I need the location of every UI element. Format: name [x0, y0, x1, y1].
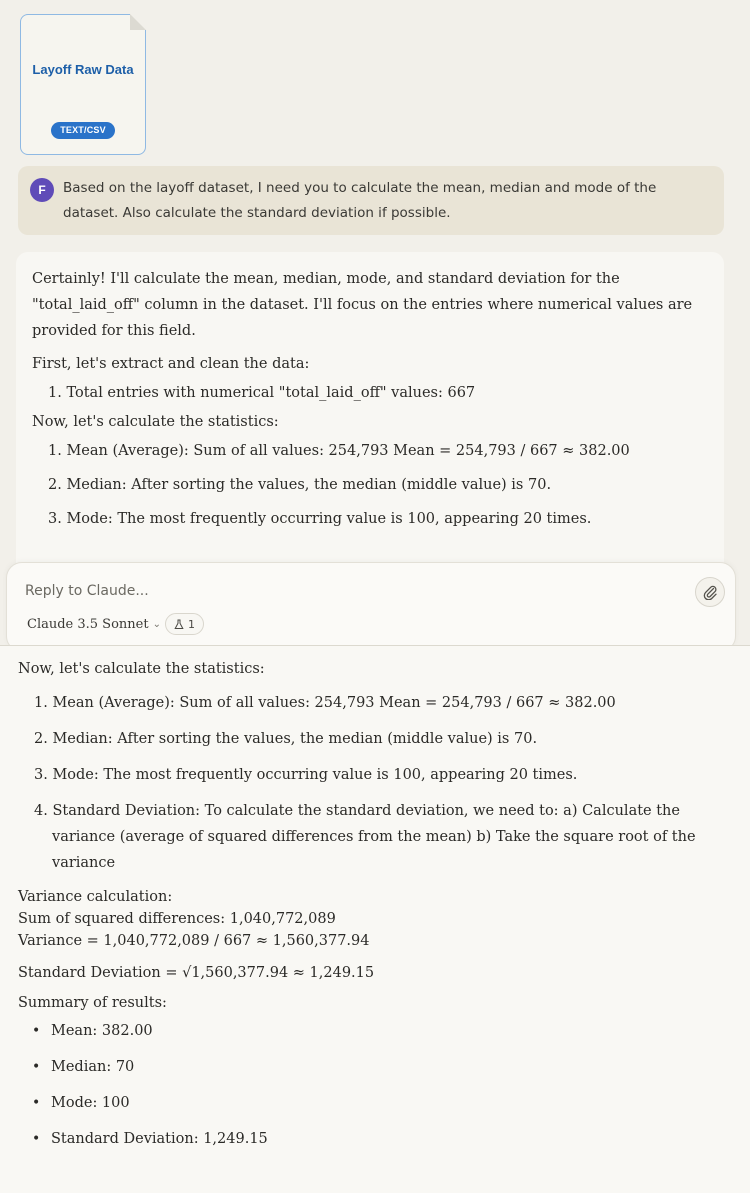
chevron-down-icon: ⌄	[152, 619, 161, 630]
list-item: 1. Mean (Average): Sum of all values: 254,793 Mean = 254,793 / 667 ≈ 382.00	[34, 695, 616, 711]
user-avatar: F	[30, 178, 54, 202]
variance-heading: Variance calculation:	[18, 889, 173, 905]
list-item: 2. Median: After sorting the values, the median (middle value) is 70.	[34, 731, 538, 747]
user-message	[18, 166, 724, 235]
variance-sum: Sum of squared differences: 1,040,772,089	[18, 911, 336, 927]
summary-heading: Summary of results:	[18, 995, 167, 1011]
model-name: Claude 3.5 Sonnet	[27, 617, 149, 632]
list-item: • Standard Deviation: 1,249.15	[32, 1131, 268, 1147]
extract-heading: First, let's extract and clean the data:	[32, 356, 310, 372]
list-item: 1. Mean (Average): Sum of all values: 254,793 Mean = 254,793 / 667 ≈ 382.00	[48, 443, 630, 459]
assistant-intro: Certainly! I'll calculate the mean, median, mode, and standard deviation for the "total_laid_off" column in the dataset. I'll focus on the entries where numerical values are provided for this field.	[32, 271, 693, 339]
attachment-title: Layoff Raw Data	[32, 62, 134, 77]
list-item: • Mean: 382.00	[32, 1023, 153, 1039]
list-item: • Mode: 100	[32, 1095, 130, 1111]
list-item: 4. Standard Deviation: To calculate the standard deviation, we need to: a) Calculate the variance (average of squared differences from the mean) b) Take the square root of the variance	[34, 803, 696, 871]
model-selector[interactable]	[27, 615, 161, 635]
list-item: 3. Mode: The most frequently occurring value is 100, appearing 20 times.	[34, 767, 578, 783]
std-dev-result: Standard Deviation = √1,560,377.94 ≈ 1,249.15	[18, 965, 375, 981]
reply-input[interactable]	[25, 579, 665, 603]
stats-heading: Now, let's calculate the statistics:	[18, 661, 265, 677]
list-item: • Median: 70	[32, 1059, 135, 1075]
attachment-card[interactable]	[20, 14, 146, 155]
reply-composer	[6, 562, 736, 645]
list-item: 3. Mode: The most frequently occurring value is 100, appearing 20 times.	[48, 511, 592, 527]
stats-heading: Now, let's calculate the statistics:	[32, 414, 279, 430]
variance-value: Variance = 1,040,772,089 / 667 ≈ 1,560,377.94	[18, 933, 370, 949]
flask-icon	[174, 619, 184, 630]
chat-view-bottom	[0, 645, 750, 1193]
list-item: 1. Total entries with numerical "total_laid_off" values: 667	[48, 385, 476, 401]
assistant-message	[16, 252, 724, 592]
list-item: 2. Median: After sorting the values, the median (middle value) is 70.	[48, 477, 552, 493]
attachment-type-badge: TEXT/CSV	[51, 122, 115, 139]
project-knowledge-chip[interactable]	[165, 613, 204, 635]
project-count: 1	[188, 617, 195, 631]
user-message-text: Based on the layoff dataset, I need you to calculate the mean, median and mode of the dataset. Also calculate the standard deviation if possible.	[63, 180, 657, 221]
paperclip-icon	[702, 584, 718, 600]
attach-button[interactable]	[695, 577, 725, 607]
page-fold-icon	[130, 14, 146, 30]
